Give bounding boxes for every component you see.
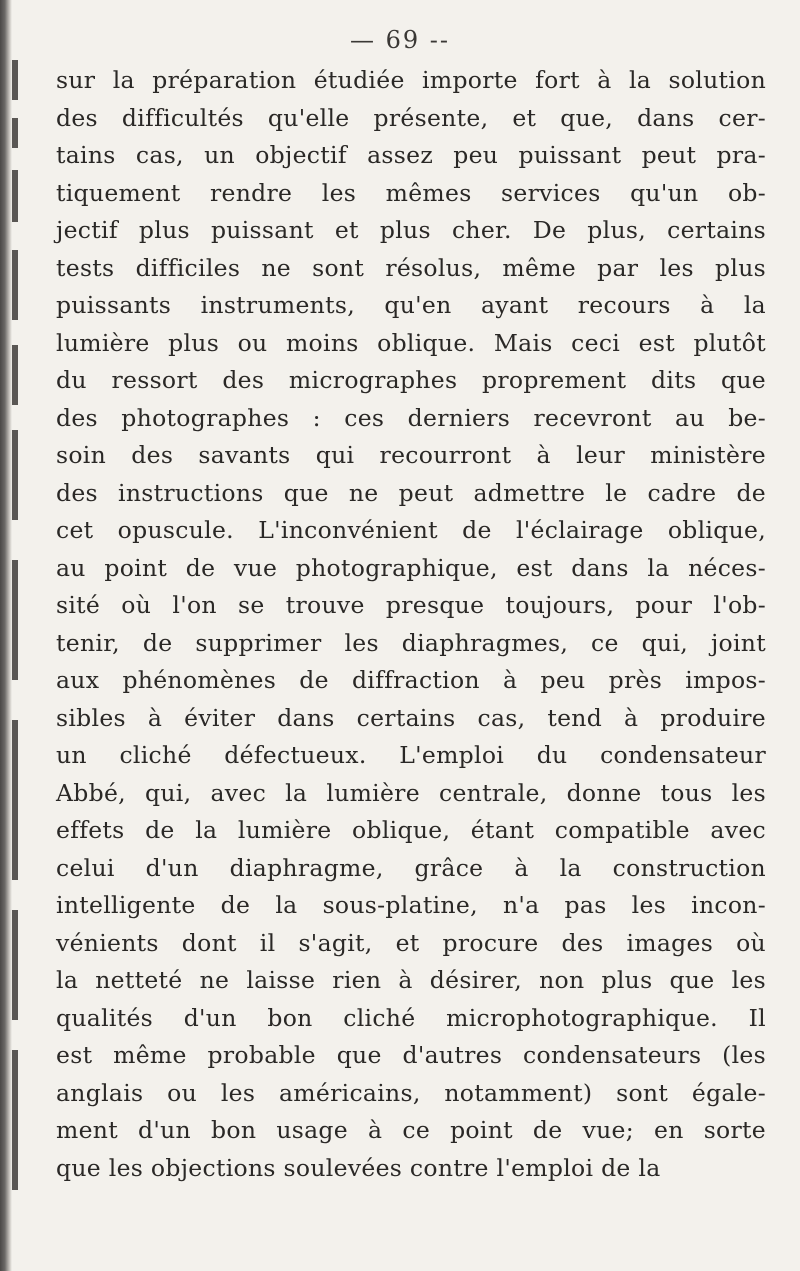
binding-mark bbox=[12, 1050, 18, 1190]
binding-mark bbox=[12, 910, 18, 1020]
page-number: — 69 -- bbox=[349, 26, 450, 54]
text-line: sibles à éviter dans certains cas, tend à produire bbox=[56, 703, 766, 732]
text-line: que les objections soulevées contre l'emploi de la bbox=[56, 1153, 661, 1182]
text-line: soin des savants qui recourront à leur ministère bbox=[56, 441, 766, 469]
text-line: des difficultés qu'elle présente, et que, dans cer- bbox=[56, 103, 766, 132]
text-line: du ressort des micrographes proprement dits que bbox=[56, 366, 766, 394]
text-line: tests difficiles ne sont résolus, même par les plus bbox=[56, 253, 766, 282]
text-line: effets de la lumière oblique, étant compatible avec bbox=[56, 816, 766, 844]
body-text bbox=[56, 62, 766, 1187]
text-line: la netteté ne laisse rien à désirer, non plus que les bbox=[56, 966, 766, 994]
text-line: tains cas, un objectif assez peu puissant peut pra- bbox=[56, 141, 766, 169]
text-line: au point de vue photographique, est dans la néces- bbox=[56, 553, 766, 582]
text-line: sur la préparation étudiée importe fort à la solution bbox=[56, 66, 766, 94]
text-line: vénients dont il s'agit, et procure des images où bbox=[56, 928, 766, 957]
text-line: qualités d'un bon cliché microphotographique. Il bbox=[56, 1003, 766, 1032]
binding-mark bbox=[12, 560, 18, 680]
binding-mark bbox=[12, 345, 18, 405]
binding-edge bbox=[0, 0, 12, 1271]
text-line: des instructions que ne peut admettre le cadre de bbox=[56, 478, 766, 507]
text-line: intelligente de la sous-platine, n'a pas les incon- bbox=[56, 891, 766, 919]
binding-mark bbox=[12, 720, 18, 880]
text-line: ment d'un bon usage à ce point de vue; en sorte bbox=[56, 1116, 766, 1144]
text-line: celui d'un diaphragme, grâce à la construction bbox=[56, 853, 766, 882]
text-line: tenir, de supprimer les diaphragmes, ce qui, joint bbox=[56, 628, 766, 657]
text-line: anglais ou les américains, notamment) sont égale- bbox=[56, 1078, 766, 1107]
text-line: aux phénomènes de diffraction à peu près impos- bbox=[56, 666, 766, 694]
text-line: tiquement rendre les mêmes services qu'un ob- bbox=[56, 178, 766, 207]
text-line: jectif plus puissant et plus cher. De plus, certains bbox=[56, 216, 766, 244]
text-line: Abbé, qui, avec la lumière centrale, donne tous les bbox=[56, 778, 766, 807]
text-line: est même probable que d'autres condensateurs (les bbox=[56, 1041, 766, 1069]
text-line: des photographes : ces derniers recevront au be- bbox=[56, 403, 766, 432]
text-line: sité où l'on se trouve presque toujours, pour l'ob- bbox=[56, 591, 766, 619]
text-line: lumière plus ou moins oblique. Mais ceci est plutôt bbox=[56, 328, 766, 357]
text-line: un cliché défectueux. L'emploi du condensateur bbox=[56, 741, 766, 769]
text-line: puissants instruments, qu'en ayant recours à la bbox=[56, 291, 766, 319]
binding-mark bbox=[12, 430, 18, 520]
text-line: cet opuscule. L'inconvénient de l'éclairage oblique, bbox=[56, 516, 766, 544]
binding-mark bbox=[12, 170, 18, 222]
binding-mark bbox=[12, 118, 18, 148]
binding-mark bbox=[12, 60, 18, 100]
binding-marks bbox=[12, 0, 22, 1271]
binding-mark bbox=[12, 250, 18, 320]
